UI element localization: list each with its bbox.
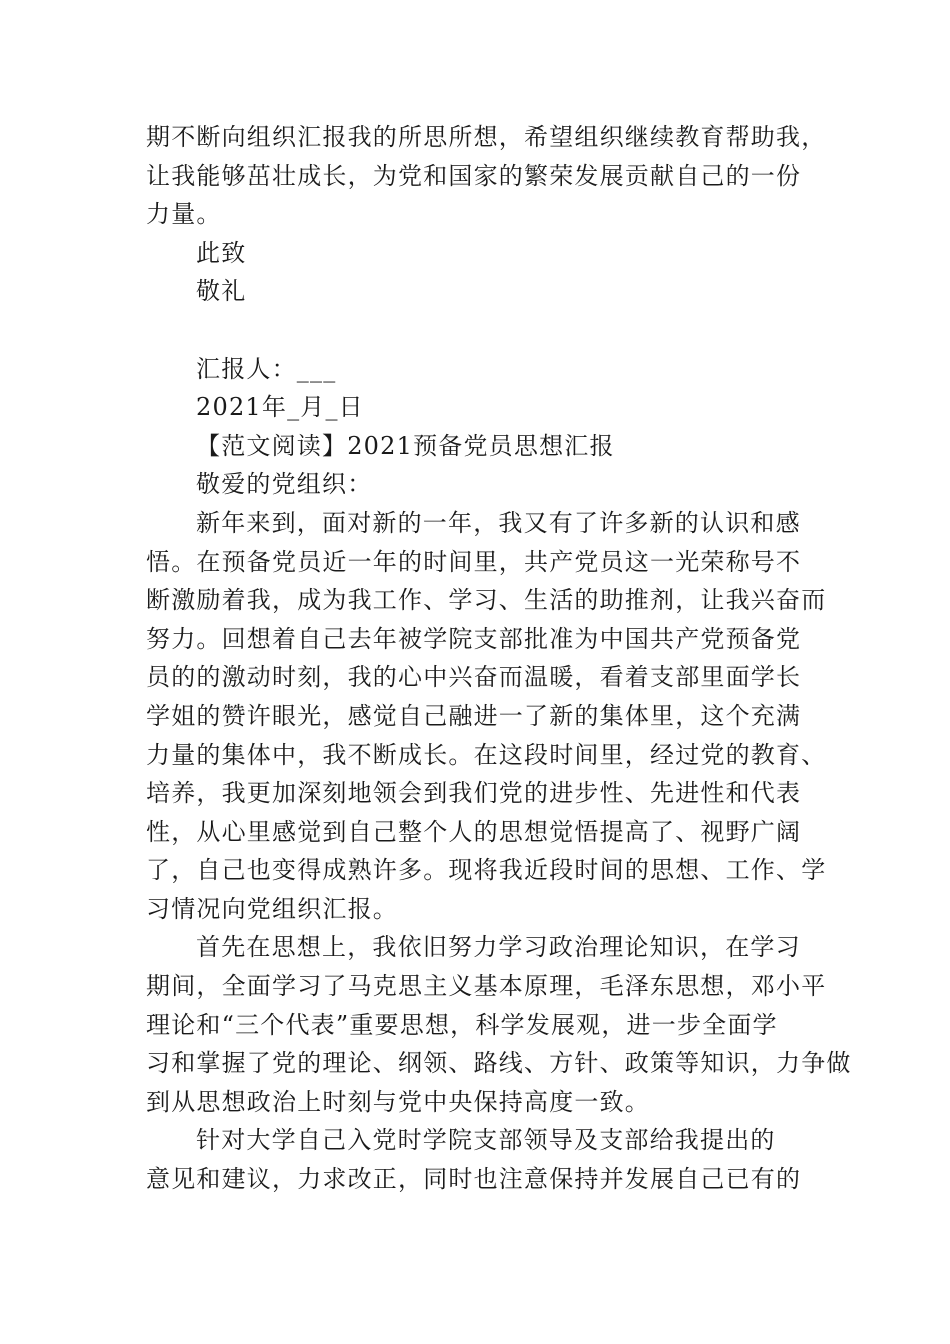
- document-body: [146, 118, 852, 1199]
- blank-line: [146, 311, 808, 350]
- paragraph-1-line: 习情况向党组织汇报。: [146, 894, 398, 923]
- paragraph-2-line: 理论和“三个代表”重要思想，科学发展观，进一步全面学: [146, 1010, 778, 1039]
- paragraph-1-line: 力量的集体中，我不断成长。在这段时间里，经过党的教育、: [146, 740, 827, 769]
- paragraph-1-line: 员的的激动时刻，我的心中兴奋而温暖，看着支部里面学长: [146, 663, 802, 692]
- paragraph-2-line: 到从思想政治上时刻与党中央保持高度一致。: [146, 1087, 650, 1116]
- paragraph-1-line: 学姐的赞许眼光，感觉自己融进一了新的集体里，这个充满: [146, 701, 802, 730]
- text-line: 让我能够茁壮成长，为党和国家的繁荣发展贡献自己的一份: [146, 161, 802, 190]
- text-line: 期不断向组织汇报我的所思所想，希望组织继续教育帮助我，: [146, 123, 827, 151]
- salutation: 敬爱的党组织：: [196, 470, 373, 499]
- paragraph-1-line: 悟。在预备党员近一年的时间里，共产党员这一光荣称号不: [146, 547, 802, 576]
- sample-title: 【范文阅读】2021预备党员思想汇报: [196, 431, 615, 460]
- paragraph-1-line: 培养，我更加深刻地领会到我们党的进步性、先进性和代表: [146, 779, 802, 808]
- paragraph-3-line: 针对大学自己入党时学院支部领导及支部给我提出的: [196, 1126, 776, 1155]
- paragraph-1-line: 了，自己也变得成熟许多。现将我近段时间的思想、工作、学: [146, 856, 827, 885]
- paragraph-2-line: 习和掌握了党的理论、纲领、路线、方针、政策等知识，力争做: [146, 1049, 852, 1078]
- paragraph-1-line: 新年来到，面对新的一年，我又有了许多新的认识和感: [196, 508, 801, 537]
- reporter-line: 汇报人：___: [196, 354, 337, 383]
- paragraph-2-line: 首先在思想上，我依旧努力学习政治理论知识，在学习: [196, 933, 801, 962]
- date-line: 2021年_月_日: [196, 393, 364, 422]
- closing-salute: 敬礼: [196, 277, 247, 306]
- paragraph-1-line: 断激励着我，成为我工作、学习、生活的助推剂，让我兴奋而: [146, 586, 827, 615]
- paragraph-3-line: 意见和建议，力求改正，同时也注意保持并发展自己已有的: [146, 1165, 802, 1194]
- closing-phrase: 此致: [196, 238, 247, 267]
- paragraph-2-line: 期间，全面学习了马克思主义基本原理，毛泽东思想，邓小平: [146, 972, 827, 1001]
- text-line: 力量。: [146, 200, 222, 229]
- paragraph-1-line: 性，从心里感觉到自己整个人的思想觉悟提高了、视野广阔: [146, 817, 802, 846]
- paragraph-1-line: 努力。回想着自己去年被学院支部批准为中国共产党预备党: [146, 624, 802, 653]
